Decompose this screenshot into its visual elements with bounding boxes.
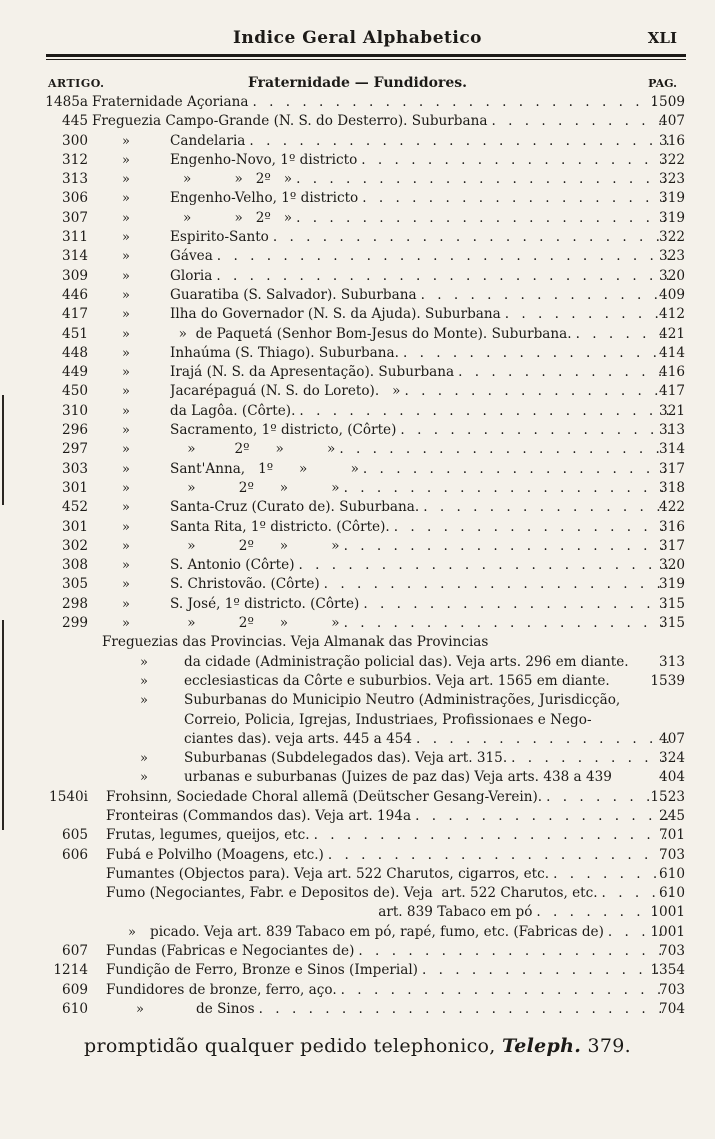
index-entry bbox=[0, 267, 715, 286]
page-header-title: Indice Geral Alphabetico bbox=[232, 28, 483, 48]
leader-dots bbox=[337, 981, 671, 1000]
entry-page-number: 1001 bbox=[650, 904, 685, 921]
index-entry bbox=[0, 923, 715, 942]
index-entry bbox=[0, 942, 715, 961]
leader-dots bbox=[213, 247, 671, 266]
index-entry bbox=[0, 132, 715, 151]
entry-text: » 2º » » bbox=[170, 537, 340, 554]
entry-article-number: 607 bbox=[62, 943, 88, 960]
column-label-artigo: ARTIGO. bbox=[48, 77, 105, 90]
index-entry bbox=[0, 556, 715, 575]
index-entry bbox=[0, 382, 715, 401]
index-entry bbox=[0, 575, 715, 594]
ditto-mark: » bbox=[122, 423, 130, 439]
header-rule bbox=[46, 54, 686, 57]
leader-dots bbox=[359, 595, 671, 614]
entry-article-number: 417 bbox=[62, 306, 88, 323]
entry-article-number: 448 bbox=[62, 344, 88, 361]
entry-text: Fumantes (Objectos para). Veja art. 522 Charutos, cigarros, etc. bbox=[106, 865, 550, 882]
section-title: Fraternidade — Fundidores. bbox=[247, 75, 468, 91]
entry-text: Freguezias das Provincias. Veja Almanak das Provincias bbox=[102, 634, 489, 651]
entry-page-number: 323 bbox=[659, 171, 685, 188]
entry-page-number: 610 bbox=[659, 885, 685, 902]
ditto-mark: » bbox=[128, 924, 136, 940]
entry-page-number: 320 bbox=[659, 267, 685, 284]
index-entry bbox=[0, 807, 715, 826]
entry-text: Fraternidade Açoriana bbox=[92, 94, 249, 110]
ditto-mark: » bbox=[122, 133, 130, 149]
ditto-mark: » bbox=[122, 345, 130, 361]
entry-text: urbanas e suburbanas (Juizes de paz das) Veja arts. 438 a 439 bbox=[184, 769, 612, 786]
index-entries bbox=[0, 93, 715, 1019]
entry-article-number: 297 bbox=[62, 441, 88, 458]
index-entry bbox=[0, 93, 715, 112]
entry-text: picado. Veja art. 839 Tabaco em pó, rapé, fumo, etc. (Fabricas de) bbox=[150, 923, 604, 940]
entry-text: de Sinos bbox=[196, 1000, 255, 1017]
ditto-mark: » bbox=[122, 230, 130, 246]
entry-page-number: 1523 bbox=[650, 788, 685, 805]
entry-text: da Lagôa. (Côrte). bbox=[170, 402, 296, 419]
index-entry bbox=[0, 498, 715, 517]
ditto-mark: » bbox=[122, 403, 130, 419]
leader-dots bbox=[320, 575, 671, 594]
leader-dots bbox=[399, 344, 671, 363]
ditto-mark: » bbox=[122, 287, 130, 303]
entry-page-number: 404 bbox=[659, 769, 685, 786]
entry-page-number: 322 bbox=[659, 151, 685, 168]
entry-text: ciantes das). veja arts. 445 a 454 bbox=[184, 730, 413, 747]
entry-text: S. Antonio (Côrte) bbox=[170, 557, 295, 574]
entry-article-number: 446 bbox=[62, 286, 88, 303]
leader-dots bbox=[269, 228, 671, 247]
entry-page-number: 318 bbox=[659, 479, 685, 496]
index-entry bbox=[0, 518, 715, 537]
page-number: XLI bbox=[647, 29, 677, 47]
index-entry bbox=[0, 884, 715, 903]
leader-dots bbox=[248, 93, 671, 112]
column-label-pag: PAG. bbox=[648, 77, 677, 90]
entry-page-number: 703 bbox=[659, 943, 685, 960]
leader-dots bbox=[358, 189, 671, 208]
ditto-mark: » bbox=[122, 191, 130, 207]
entry-page-number: 319 bbox=[659, 576, 685, 593]
entry-text: Ilha do Governador (N. S. da Ajuda). Suburbana bbox=[170, 306, 501, 323]
ditto-mark: » bbox=[136, 1001, 144, 1017]
ditto-mark: » bbox=[122, 500, 130, 516]
index-entry bbox=[0, 672, 715, 691]
ditto-mark: » bbox=[122, 442, 130, 458]
index-entry bbox=[0, 479, 715, 498]
entry-page-number: 1509 bbox=[650, 94, 685, 110]
ditto-mark: » bbox=[122, 558, 130, 574]
entry-page-number: 315 bbox=[659, 615, 685, 632]
index-entry bbox=[0, 325, 715, 344]
entry-text: Engenho-Velho, 1º districto bbox=[170, 190, 359, 207]
entry-article-number: 606 bbox=[62, 846, 88, 863]
entry-page-number: 1001 bbox=[650, 923, 685, 940]
ditto-mark: » bbox=[122, 326, 130, 342]
entry-article-number: 296 bbox=[62, 422, 88, 439]
footer-phone-number: 379. bbox=[587, 1035, 631, 1057]
entry-page-number: 409 bbox=[659, 286, 685, 303]
leader-dots bbox=[411, 807, 671, 826]
index-entry bbox=[0, 633, 715, 652]
ditto-mark: » bbox=[122, 365, 130, 381]
entry-article-number: 299 bbox=[62, 615, 88, 632]
ditto-mark: » bbox=[140, 770, 148, 786]
leader-dots bbox=[419, 498, 671, 517]
index-entry bbox=[0, 189, 715, 208]
index-entry bbox=[0, 402, 715, 421]
footer-phone-label: Teleph. bbox=[501, 1035, 582, 1057]
entry-text: Fundas (Fabricas e Negociantes de) bbox=[106, 943, 355, 960]
entry-page-number: 319 bbox=[659, 209, 685, 226]
index-entry bbox=[0, 653, 715, 672]
entry-text: Suburbanas do Municipio Neutro (Administrações, Jurisdicção, bbox=[184, 692, 621, 709]
entry-text: » 2º » » bbox=[170, 615, 340, 632]
entry-page-number: 704 bbox=[659, 1000, 685, 1017]
footer-text: promptidão qualquer pedido telephonico, bbox=[84, 1035, 496, 1057]
entry-article-number: 449 bbox=[62, 364, 88, 381]
leader-dots bbox=[454, 363, 671, 382]
entry-page-number: 703 bbox=[659, 846, 685, 863]
ditto-mark: » bbox=[140, 654, 148, 670]
entry-article-number: 307 bbox=[62, 209, 88, 226]
header-rule-thin bbox=[46, 59, 686, 60]
entry-page-number: 422 bbox=[659, 499, 685, 516]
index-entry bbox=[0, 344, 715, 363]
entry-page-number: 421 bbox=[659, 325, 685, 342]
entry-article-number: 298 bbox=[62, 595, 88, 612]
ditto-mark: » bbox=[140, 751, 148, 767]
ditto-mark: » bbox=[122, 172, 130, 188]
entry-text: Sant'Anna, 1º » » bbox=[170, 460, 359, 477]
entry-article-number: 445 bbox=[62, 113, 88, 130]
entry-article-number: 314 bbox=[62, 248, 88, 265]
entry-page-number: 322 bbox=[659, 229, 685, 246]
margin-mark bbox=[2, 395, 4, 505]
entry-text: Espirito-Santo bbox=[170, 229, 269, 246]
margin-mark bbox=[2, 620, 4, 830]
entry-page-number: 407 bbox=[659, 730, 685, 747]
entry-article-number: 311 bbox=[62, 229, 88, 246]
index-entry bbox=[0, 788, 715, 807]
ditto-mark: » bbox=[122, 268, 130, 284]
index-entry bbox=[0, 209, 715, 228]
leader-dots bbox=[357, 151, 671, 170]
entry-text: Santa-Cruz (Curato de). Suburbana. bbox=[170, 499, 420, 516]
entry-page-number: 316 bbox=[659, 132, 685, 149]
entry-page-number: 321 bbox=[659, 402, 685, 419]
entry-article-number: 309 bbox=[62, 267, 88, 284]
entry-article-number: 308 bbox=[62, 557, 88, 574]
entry-article-number: 610 bbox=[62, 1000, 88, 1017]
leader-dots bbox=[255, 1000, 671, 1019]
entry-page-number: 320 bbox=[659, 557, 685, 574]
ditto-mark: » bbox=[122, 519, 130, 535]
index-entry bbox=[0, 595, 715, 614]
entry-text: Inhaúma (S. Thiago). Suburbana. bbox=[170, 344, 399, 361]
index-entry bbox=[0, 846, 715, 865]
entry-text: Correio, Policia, Igrejas, Industriaes, Profissionaes e Nego- bbox=[184, 711, 592, 728]
entry-page-number: 313 bbox=[659, 422, 685, 439]
index-entry bbox=[0, 363, 715, 382]
entry-text: Fumo (Negociantes, Fabr. e Depositos de). Veja art. 522 Charutos, etc. bbox=[106, 885, 598, 902]
entry-article-number: 303 bbox=[62, 460, 88, 477]
leader-dots bbox=[340, 479, 671, 498]
entry-page-number: 314 bbox=[659, 441, 685, 458]
entry-text: Jacarépaguá (N. S. do Loreto). » bbox=[170, 383, 401, 400]
entry-article-number: 609 bbox=[62, 981, 88, 998]
index-entry bbox=[0, 730, 715, 749]
entry-text: Guaratiba (S. Salvador). Suburbana bbox=[170, 286, 417, 303]
entry-page-number: 316 bbox=[659, 518, 685, 535]
ditto-mark: » bbox=[122, 210, 130, 226]
leader-dots bbox=[400, 382, 671, 401]
entry-text: Sacramento, 1º districto, (Côrte) bbox=[170, 422, 397, 439]
entry-text: Freguezia Campo-Grande (N. S. do Desterro). Suburbana bbox=[92, 113, 488, 130]
entry-page-number: 703 bbox=[659, 981, 685, 998]
leader-dots bbox=[212, 267, 671, 286]
leader-dots bbox=[359, 460, 671, 479]
index-entry bbox=[0, 286, 715, 305]
leader-dots bbox=[340, 537, 671, 556]
entry-text: art. 839 Tabaco em pó bbox=[106, 904, 533, 921]
entry-article-number: 605 bbox=[62, 827, 88, 844]
index-entry bbox=[0, 903, 715, 922]
leader-dots bbox=[417, 286, 671, 305]
entry-text: » » 2º » bbox=[170, 171, 293, 188]
index-entry bbox=[0, 421, 715, 440]
entry-text: Engenho-Novo, 1º districto bbox=[170, 151, 358, 168]
leader-dots bbox=[245, 132, 671, 151]
entry-article-number: 310 bbox=[62, 402, 88, 419]
entry-text: Fundidores de bronze, ferro, aço. bbox=[106, 981, 337, 998]
ditto-mark: » bbox=[122, 461, 130, 477]
entry-text: » 2º » » bbox=[170, 479, 340, 496]
entry-page-number: 416 bbox=[659, 364, 685, 381]
entry-text: » 2º » » bbox=[170, 441, 336, 458]
entry-text: Irajá (N. S. da Apresentação). Suburbana bbox=[170, 364, 455, 381]
index-entry bbox=[0, 865, 715, 884]
entry-page-number: 324 bbox=[659, 750, 685, 767]
index-entry bbox=[0, 826, 715, 845]
entry-text: Fronteiras (Commandos das). Veja art. 194a bbox=[106, 807, 412, 824]
index-entry bbox=[0, 112, 715, 131]
entry-article-number: 302 bbox=[62, 537, 88, 554]
entry-text: ecclesiasticas da Côrte e suburbios. Veja art. 1565 em diante. bbox=[184, 672, 610, 689]
index-entry bbox=[0, 247, 715, 266]
entry-page-number: 417 bbox=[659, 383, 685, 400]
entry-article-number: 450 bbox=[62, 383, 88, 400]
leader-dots bbox=[340, 614, 671, 633]
footer-note bbox=[0, 1035, 715, 1057]
entry-page-number: 313 bbox=[659, 653, 685, 670]
entry-page-number: 1354 bbox=[650, 962, 685, 979]
entry-text: Suburbanas (Subdelegados das). Veja art. 315. bbox=[184, 750, 508, 767]
leader-dots bbox=[295, 556, 672, 575]
leader-dots bbox=[412, 730, 671, 749]
entry-article-number: 313 bbox=[62, 171, 88, 188]
index-entry bbox=[0, 151, 715, 170]
ditto-mark: » bbox=[122, 249, 130, 265]
index-entry bbox=[0, 1000, 715, 1019]
index-entry bbox=[0, 305, 715, 324]
entry-article-number: 451 bbox=[62, 325, 88, 342]
index-entry bbox=[0, 749, 715, 768]
entry-page-number: 1539 bbox=[650, 672, 685, 689]
entry-article-number: 301 bbox=[62, 518, 88, 535]
index-entry bbox=[0, 711, 715, 730]
leader-dots bbox=[292, 209, 671, 228]
entry-article-number: 312 bbox=[62, 151, 88, 168]
leader-dots bbox=[292, 170, 671, 189]
index-entry bbox=[0, 981, 715, 1000]
ditto-mark: » bbox=[122, 538, 130, 554]
leader-dots bbox=[390, 518, 671, 537]
leader-dots bbox=[354, 942, 671, 961]
ditto-mark: » bbox=[122, 307, 130, 323]
index-entry bbox=[0, 961, 715, 980]
ditto-mark: » bbox=[122, 596, 130, 612]
index-entry bbox=[0, 537, 715, 556]
entry-article-number: 1214 bbox=[53, 962, 88, 979]
entry-text: » de Paquetá (Senhor Bom-Jesus do Monte). Suburbana. bbox=[170, 325, 572, 342]
ditto-mark: » bbox=[122, 152, 130, 168]
ditto-mark: » bbox=[122, 577, 130, 593]
entry-text: Candelaria bbox=[170, 132, 246, 149]
leader-dots bbox=[396, 421, 671, 440]
entry-article-number: 301 bbox=[62, 479, 88, 496]
leader-dots bbox=[324, 846, 671, 865]
entry-text: Gávea bbox=[170, 248, 213, 265]
ditto-mark: » bbox=[122, 616, 130, 632]
entry-article-number: 305 bbox=[62, 576, 88, 593]
entry-text: da cidade (Administração policial das). Veja arts. 296 em diante. bbox=[184, 653, 629, 670]
entry-article-number: 300 bbox=[62, 132, 88, 149]
entry-page-number: 317 bbox=[659, 537, 685, 554]
index-entry bbox=[0, 614, 715, 633]
index-entry bbox=[0, 170, 715, 189]
entry-article-number: 1485a bbox=[45, 94, 88, 110]
index-entry bbox=[0, 768, 715, 787]
ditto-mark: » bbox=[122, 480, 130, 496]
ditto-mark: » bbox=[140, 673, 148, 689]
entry-text: Frutas, legumes, queijos, etc. bbox=[106, 827, 310, 844]
entry-text: S. José, 1º districto. (Côrte) bbox=[170, 595, 360, 612]
index-entry bbox=[0, 460, 715, 479]
entry-page-number: 610 bbox=[659, 865, 685, 882]
entry-text: Fubá e Polvilho (Moagens, etc.) bbox=[106, 846, 324, 863]
entry-page-number: 317 bbox=[659, 460, 685, 477]
index-entry bbox=[0, 440, 715, 459]
entry-text: Santa Rita, 1º districto. (Côrte). bbox=[170, 518, 390, 535]
leader-dots bbox=[418, 961, 671, 980]
entry-article-number: 452 bbox=[62, 499, 88, 516]
entry-text: S. Christovão. (Côrte) bbox=[170, 576, 320, 593]
entry-page-number: 323 bbox=[659, 248, 685, 265]
entry-article-number: 306 bbox=[62, 190, 88, 207]
index-entry bbox=[0, 691, 715, 710]
entry-page-number: 319 bbox=[659, 190, 685, 207]
entry-text: Frohsinn, Sociedade Choral allemã (Deütscher Gesang-Verein). bbox=[106, 788, 543, 805]
entry-text: » » 2º » bbox=[170, 209, 293, 226]
entry-page-number: 315 bbox=[659, 595, 685, 612]
entry-page-number: 407 bbox=[659, 113, 685, 130]
entry-text: Gloria bbox=[170, 267, 213, 284]
ditto-mark: » bbox=[122, 384, 130, 400]
leader-dots bbox=[295, 402, 671, 421]
entry-text: Fundição de Ferro, Bronze e Sinos (Imperial) bbox=[106, 962, 418, 979]
entry-page-number: 701 bbox=[659, 827, 685, 844]
entry-article-number: 1540i bbox=[49, 788, 88, 805]
index-entry bbox=[0, 228, 715, 247]
entry-page-number: 414 bbox=[659, 344, 685, 361]
ditto-mark: » bbox=[140, 693, 148, 709]
leader-dots bbox=[335, 440, 671, 459]
entry-page-number: 245 bbox=[659, 807, 685, 824]
leader-dots bbox=[310, 826, 671, 845]
entry-page-number: 412 bbox=[659, 306, 685, 323]
